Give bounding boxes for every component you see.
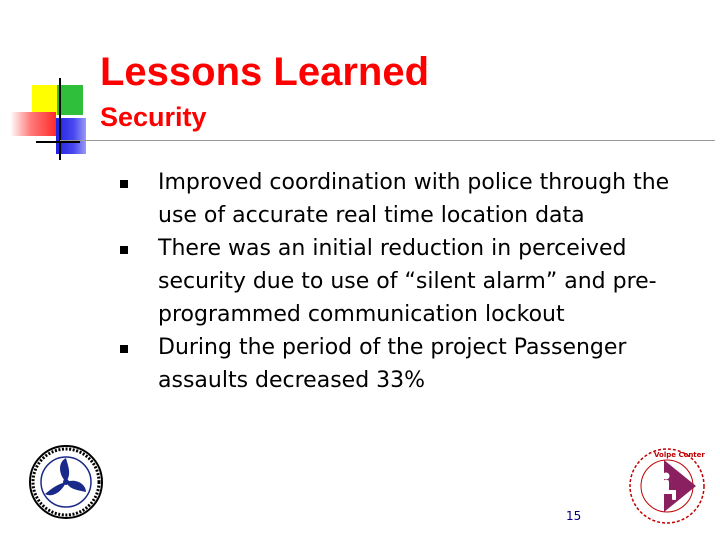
bullet-list (120, 166, 710, 397)
decorative-vertical-line (59, 78, 61, 160)
bullet-text: During the period of the project Passenger assaults decreased 33% (158, 335, 627, 393)
bullet-item (120, 232, 710, 331)
decorative-horizontal-line (36, 141, 80, 143)
bullet-text: There was an initial reduction in perceived security due to use of “silent alarm” and pre-programmed communication lockout (158, 236, 657, 327)
decorative-red-bar (10, 112, 56, 136)
square-bullet-icon (120, 246, 128, 254)
title-underline-rule (60, 140, 715, 141)
volpe-center-logo (624, 446, 710, 526)
bullet-item (120, 331, 710, 397)
bullet-item (120, 166, 710, 232)
bullet-text: Improved coordination with police through the use of accurate real time location data (158, 170, 670, 228)
square-bullet-icon (120, 345, 128, 353)
page-number: 15 (566, 509, 582, 523)
volpe-logo-text: Volpe Center (654, 451, 705, 459)
square-bullet-icon (120, 180, 128, 188)
slide-subtitle: Security (100, 102, 207, 132)
dot-seal-logo (28, 444, 104, 520)
slide-title: Lessons Learned (100, 50, 430, 94)
